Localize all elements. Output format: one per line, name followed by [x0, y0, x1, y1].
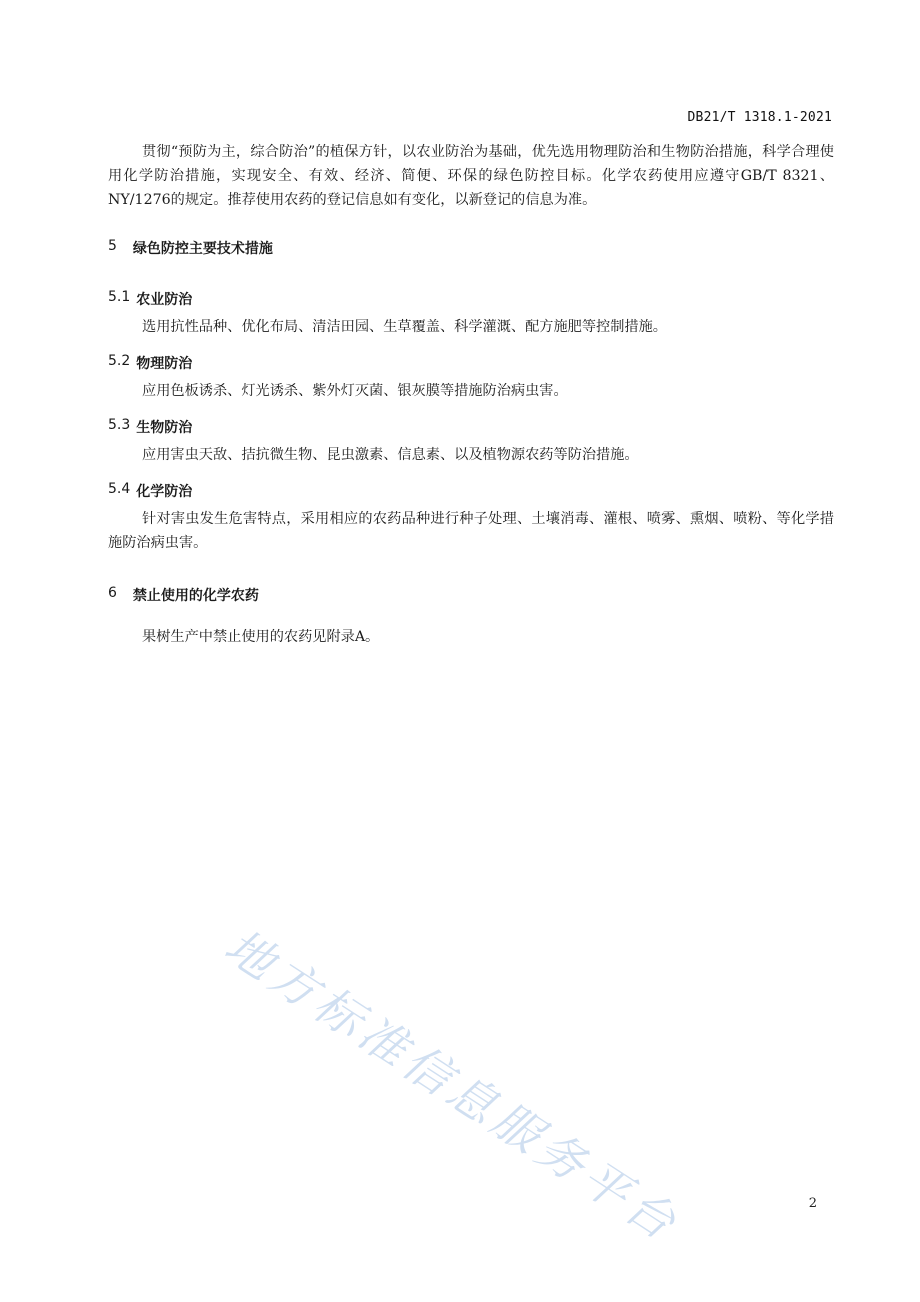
section-6-heading — [108, 585, 834, 605]
subsection-5-2-title: 物理防治 — [136, 356, 193, 372]
subsection-5-3-heading — [108, 417, 834, 437]
section-5-title: 绿色防控主要技术措施 — [132, 241, 273, 257]
subsection-5-4-number: 5.4 — [108, 481, 131, 497]
subsection-5-3-text: 应用害虫天敌、拮抗微生物、昆虫激素、信息素、以及植物源农药等防治措施。 — [142, 447, 639, 463]
section-6-title: 禁止使用的化学农药 — [132, 588, 259, 604]
document-body — [108, 140, 834, 649]
subsection-5-2-number: 5.2 — [108, 353, 131, 369]
subsection-5-1-text: 选用抗性品种、优化布局、清洁田园、生草覆盖、科学灌溉、配方施肥等控制措施。 — [142, 319, 667, 335]
intro-paragraph: 贯彻“预防为主，综合防治”的植保方针，以农业防治为基础，优先选用物理防治和生物防治措施，科学合理使用化学防治措施，实现安全、有效、经济、简便、环保的绿色防控目标。化学农药使用应遵守GB/T 8321、NY/1276的规定。推荐使用农药的登记信息如有变化，以新登记的信息为准。 — [108, 144, 834, 208]
document-code: DB21/T 1318.1-2021 — [687, 110, 832, 125]
page-number: 2 — [808, 1196, 817, 1211]
subsection-5-2-text: 应用色板诱杀、灯光诱杀、紫外灯灭菌、银灰膜等措施防治病虫害。 — [142, 383, 568, 399]
section-6-number: 6 — [108, 585, 117, 601]
section-5-heading — [108, 238, 834, 258]
subsection-5-4-title: 化学防治 — [136, 484, 193, 500]
section-6-text: 果树生产中禁止使用的农药见附录A。 — [142, 629, 380, 645]
subsection-5-4-heading — [108, 481, 834, 501]
watermark: 地方标准信息服务平台 — [214, 918, 690, 1254]
subsection-5-3-number: 5.3 — [108, 417, 131, 433]
section-5-number: 5 — [108, 238, 117, 254]
subsection-5-4-text: 针对害虫发生危害特点，采用相应的农药品种进行种子处理、土壤消毒、灌根、喷雾、熏烟、喷粉、等化学措施防治病虫害。 — [108, 511, 834, 551]
subsection-5-3-title: 生物防治 — [136, 420, 193, 436]
subsection-5-1-number: 5.1 — [108, 289, 131, 305]
subsection-5-2-heading — [108, 353, 834, 373]
subsection-5-1-title: 农业防治 — [136, 292, 193, 308]
subsection-5-1-heading — [108, 289, 834, 309]
